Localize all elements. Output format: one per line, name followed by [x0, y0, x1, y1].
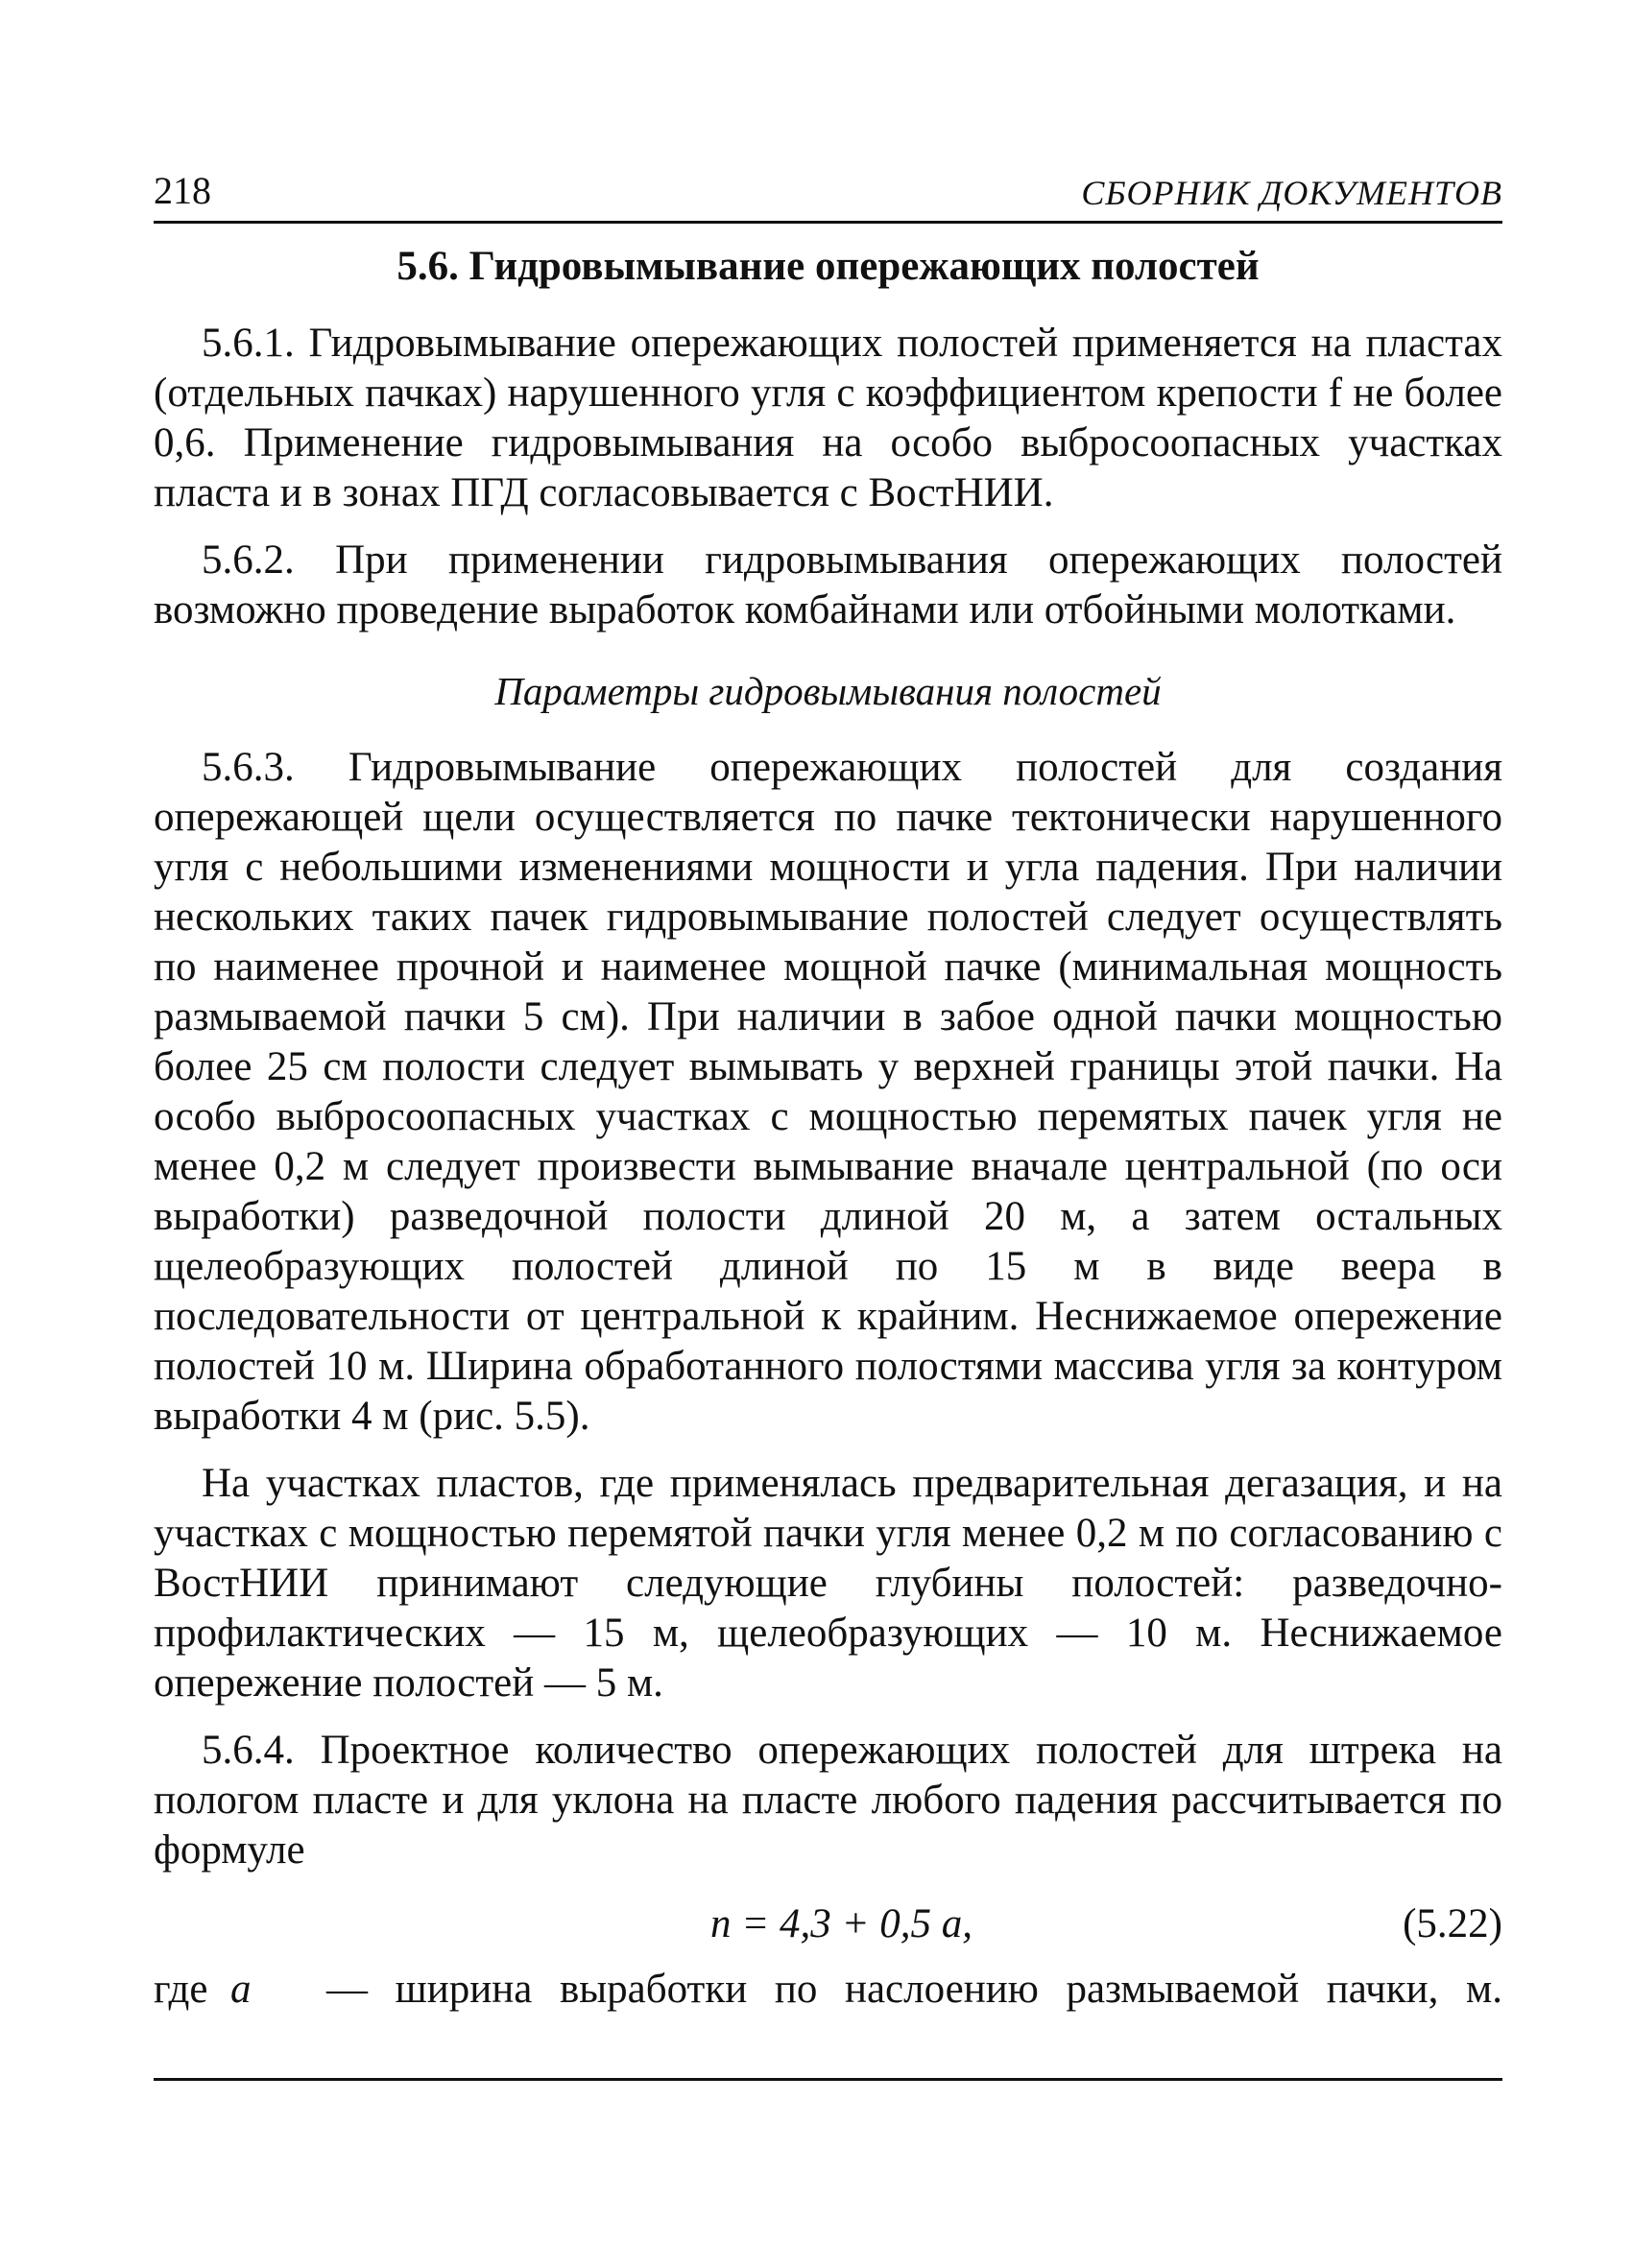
- section-title: 5.6. Гидровымывание опережающих полостей: [396, 244, 1260, 289]
- formula-number: (5.22): [1403, 1901, 1502, 1946]
- footer-rule: [154, 2078, 1502, 2081]
- where-definition: — ширина выработки по наслоению размываемой пачки, м.: [326, 1967, 1502, 2012]
- subheading: Параметры гидровымывания полостей: [494, 669, 1162, 713]
- page-content: [154, 238, 1502, 2023]
- page-header: [154, 165, 1502, 224]
- paragraph-degassing: На участках пластов, где применялась предварительная дегазация, и на участках с мощностью перемятой пачки угля менее 0,2 м по согласованию с ВостНИИ принимают следующие глубины полостей: разведочно-профилактических — 15 м, щелеобразующих — 10 м. Неснижаемое опережение полостей — 5 м.: [154, 1461, 1502, 1706]
- where-word: где: [154, 1967, 208, 2012]
- where-variable: a: [230, 1967, 252, 2012]
- page-number: 218: [154, 169, 211, 212]
- paragraph-5-6-1: 5.6.1. Гидровымывание опережающих полостей применяется на пластах (отдельных пачках) нарушенного угля с коэффициентом крепости f не более 0,6. Применение гидровымывания на особо выбросоопасных участках пласта и в зонах ПГД согласовывается с ВостНИИ.: [154, 321, 1502, 515]
- running-title: СБОРНИК ДОКУМЕНТОВ: [1081, 174, 1502, 212]
- variable-definition: [154, 1960, 1502, 2023]
- formula-row: [154, 1893, 1502, 1956]
- formula: n = 4,3 + 0,5 a,: [710, 1901, 973, 1946]
- paragraph-5-6-4: 5.6.4. Проектное количество опережающих полостей для штрека на пологом пласте и для уклона на пласте любого падения рассчитывается по формуле: [154, 1728, 1502, 1873]
- paragraph-5-6-3: 5.6.3. Гидровымывание опережающих полостей для создания опережающей щели осуществляется по пачке тектонически нарушенного угля с небольшими изменениями мощности и угла падения. При наличии нескольких таких пачек гидровымывание полостей следует осуществлять по наименее прочной и наименее мощной пачке (минимальная мощность размываемой пачки 5 см). При наличии в забое одной пачки мощностью более 25 см полости следует вымывать у верхней границы этой пачки. На особо выбросоопасных участках с мощностью перемятых пачек угля не менее 0,2 м следует произвести вымывание вначале центральной (по оси выработки) разведочной полости длиной 20 м, а затем остальных щелеобразующих полостей длиной по 15 м в виде веера в последовательности от центральной к крайним. Неснижаемое опережение полостей 10 м. Ширина обработанного полостями массива угля за контуром выработки 4 м (рис. 5.5).: [154, 745, 1502, 1439]
- paragraph-5-6-2: 5.6.2. При применении гидровымывания опережающих полостей возможно проведение выработок комбайнами или отбойными молотками.: [154, 537, 1502, 633]
